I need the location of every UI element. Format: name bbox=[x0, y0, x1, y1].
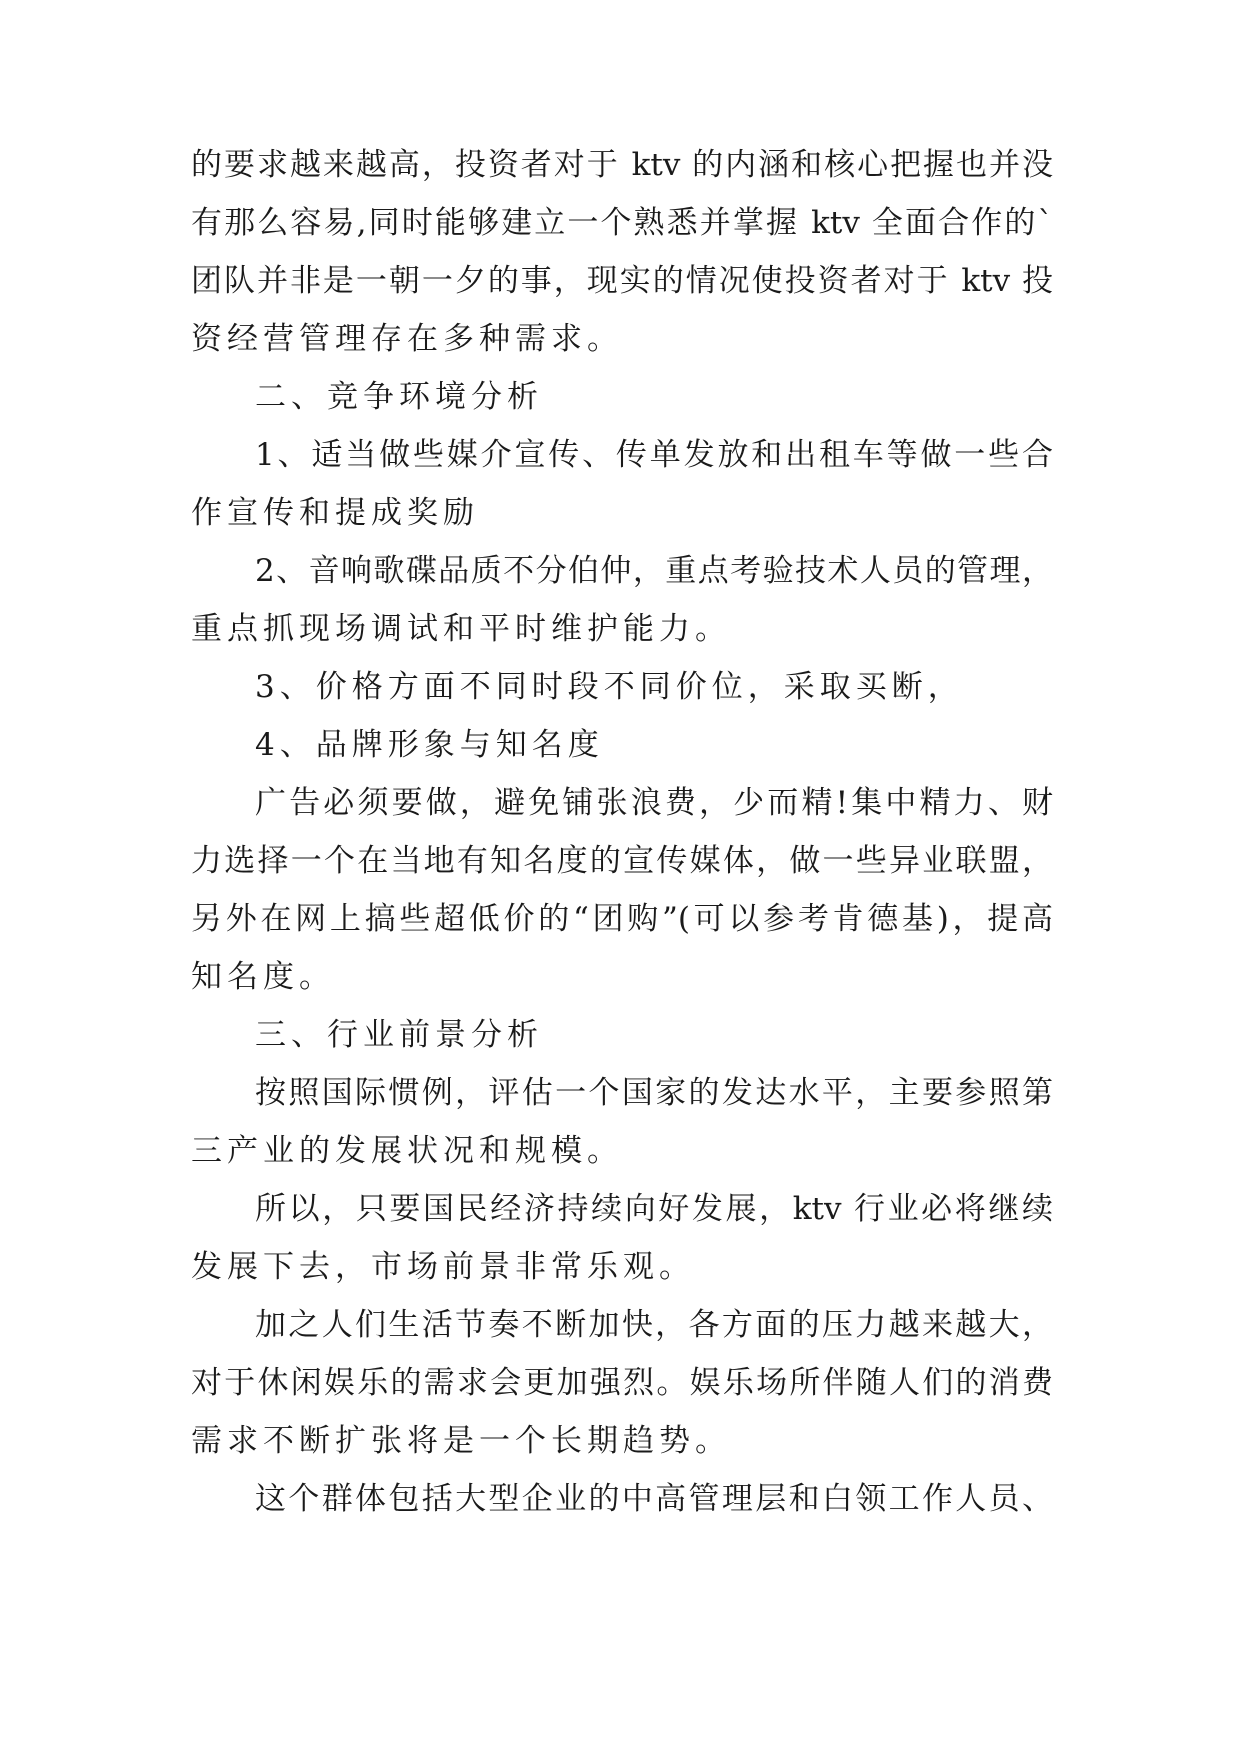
text-line: 发展下去，市场前景非常乐观。 bbox=[191, 1249, 695, 1285]
text-line: 需求不断扩张将是一个长期趋势。 bbox=[191, 1423, 731, 1459]
section-heading: 三、行业前景分析 bbox=[255, 1017, 543, 1053]
text-line: 有那么容易,同时能够建立一个熟悉并掌握 ktv 全面合作的` bbox=[191, 205, 1053, 241]
text-line: 1、适当做些媒介宣传、传单发放和出租车等做一些合 bbox=[255, 437, 1053, 473]
text-line: 作宣传和提成奖励 bbox=[191, 495, 479, 531]
text-line: 4、品牌形象与知名度 bbox=[255, 727, 604, 763]
text-line: 所以，只要国民经济持续向好发展，ktv 行业必将继续 bbox=[255, 1191, 1053, 1227]
text-line: 团队并非是一朝一夕的事，现实的情况使投资者对于 ktv 投 bbox=[191, 263, 1053, 299]
text-line: 这个群体包括大型企业的中高管理层和白领工作人员、 bbox=[255, 1481, 1053, 1517]
text-line: 三产业的发展状况和规模。 bbox=[191, 1133, 623, 1169]
text-line: 3、价格方面不同时段不同价位，采取买断， bbox=[255, 669, 964, 705]
text-line: 广告必须要做，避免铺张浪费，少而精!集中精力、财 bbox=[255, 785, 1053, 821]
text-line: 的要求越来越高，投资者对于 ktv 的内涵和核心把握也并没 bbox=[191, 147, 1053, 183]
section-heading: 二、竞争环境分析 bbox=[255, 379, 543, 415]
text-line: 知名度。 bbox=[191, 959, 335, 995]
text-line: 力选择一个在当地有知名度的宣传媒体，做一些异业联盟， bbox=[191, 843, 1053, 879]
text-line: 加之人们生活节奏不断加快，各方面的压力越来越大， bbox=[255, 1307, 1053, 1343]
text-line: 按照国际惯例，评估一个国家的发达水平，主要参照第 bbox=[255, 1075, 1053, 1111]
text-line: 重点抓现场调试和平时维护能力。 bbox=[191, 611, 731, 647]
text-line: 另外在网上搞些超低价的“团购”(可以参考肯德基)，提高 bbox=[191, 901, 1053, 937]
text-line: 资经营管理存在多种需求。 bbox=[191, 321, 623, 357]
text-line: 对于休闲娱乐的需求会更加强烈。娱乐场所伴随人们的消费 bbox=[191, 1365, 1053, 1401]
text-line: 2、音响歌碟品质不分伯仲，重点考验技术人员的管理， bbox=[255, 553, 1053, 589]
